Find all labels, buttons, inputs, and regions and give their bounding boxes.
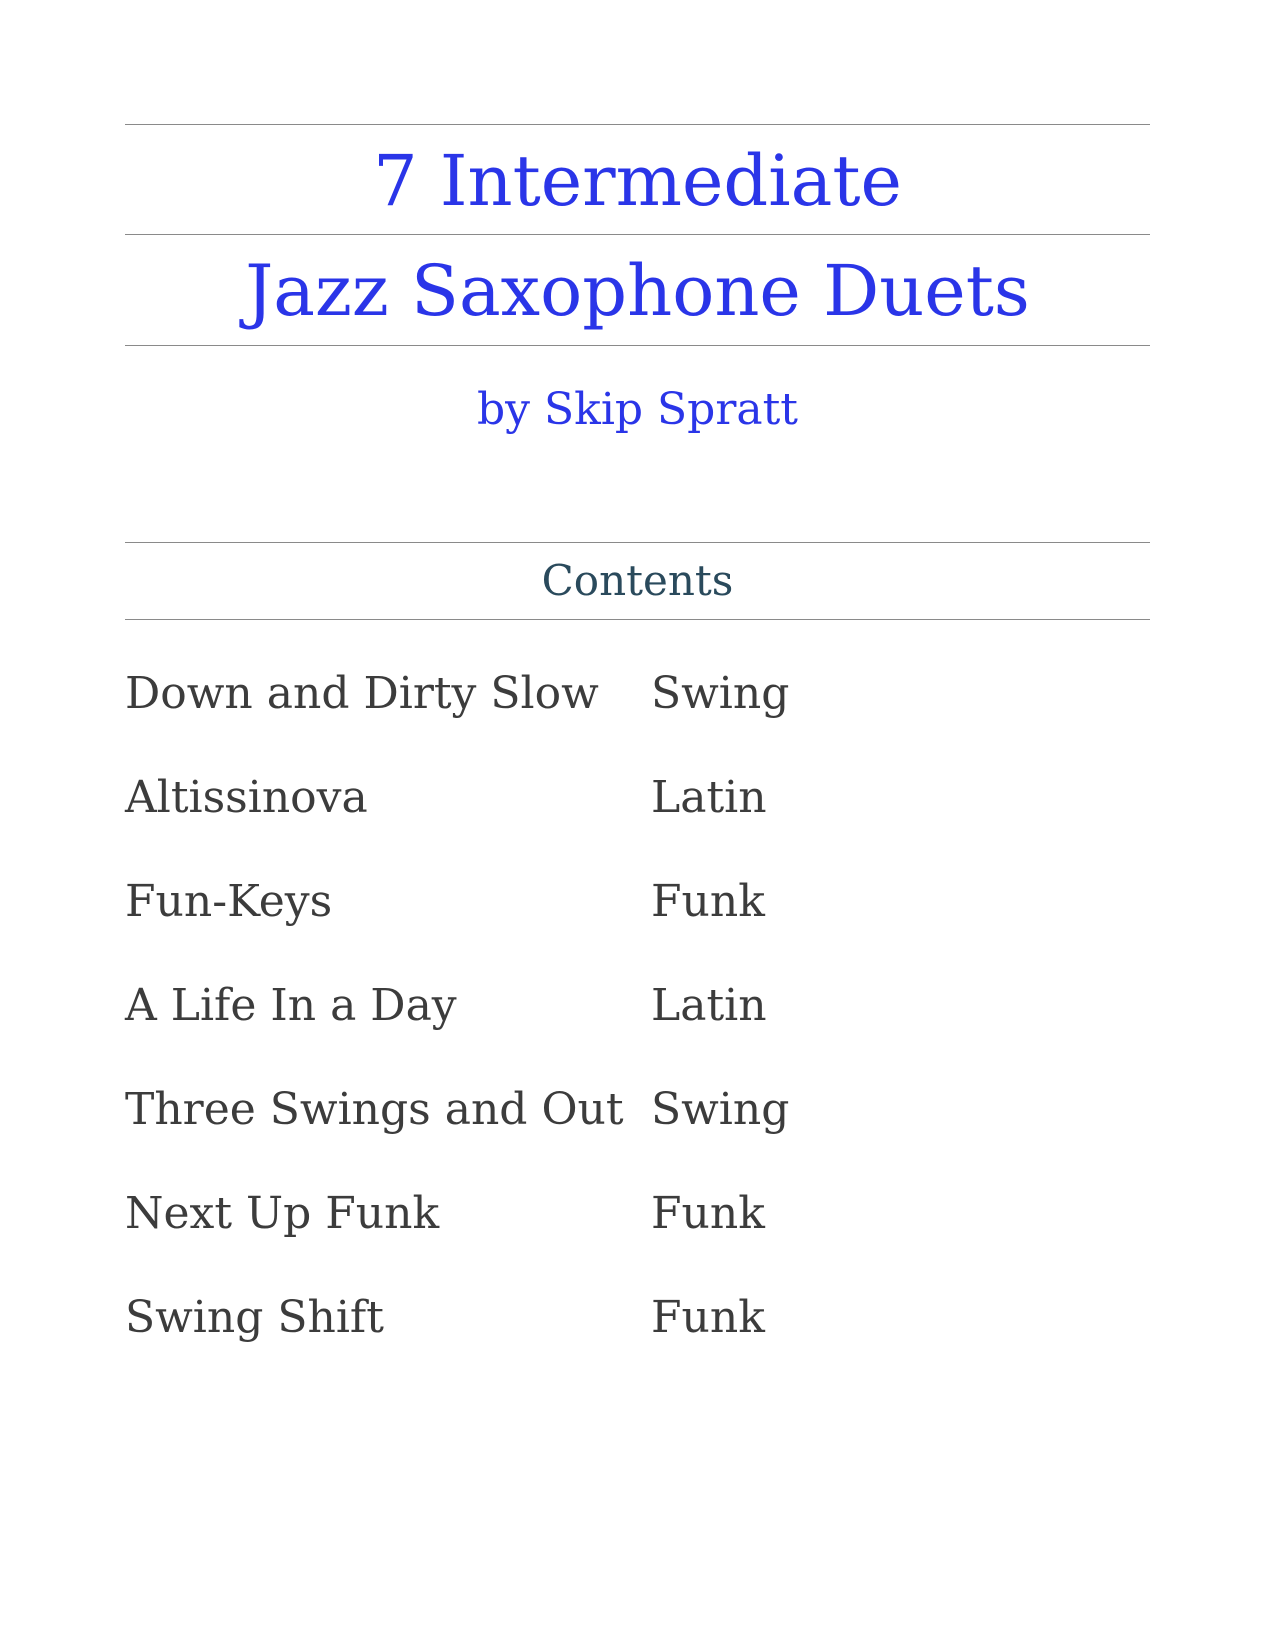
contents-item-style: Funk — [651, 1188, 765, 1239]
contents-item-style: Funk — [651, 1292, 765, 1343]
contents-bottom-rule — [125, 619, 1150, 620]
contents-item-title: A Life In a Day — [125, 980, 457, 1031]
contents-item — [125, 668, 1150, 776]
contents-item-style: Latin — [651, 772, 767, 823]
contents-item-style: Latin — [651, 980, 767, 1031]
title-middle-rule — [125, 234, 1150, 235]
contents-item-title: Altissinova — [125, 772, 368, 823]
contents-item — [125, 980, 1150, 1088]
title-line-1: 7 Intermediate — [373, 140, 902, 222]
contents-heading: Contents — [541, 556, 734, 605]
contents-list — [125, 668, 1150, 1400]
contents-item-style: Funk — [651, 876, 765, 927]
contents-item-title: Next Up Funk — [125, 1188, 440, 1239]
contents-item-title: Down and Dirty Slow — [125, 668, 599, 719]
title-bottom-rule — [125, 345, 1150, 346]
contents-item — [125, 1188, 1150, 1296]
contents-item — [125, 1292, 1150, 1400]
contents-item-style: Swing — [651, 1084, 790, 1135]
contents-top-rule — [125, 542, 1150, 543]
contents-item-title: Swing Shift — [125, 1292, 384, 1343]
contents-item — [125, 772, 1150, 880]
contents-item-style: Swing — [651, 668, 790, 719]
contents-item-title: Fun-Keys — [125, 876, 333, 927]
author-byline: by Skip Spratt — [477, 384, 798, 435]
title-line-2: Jazz Saxophone Duets — [245, 250, 1030, 332]
contents-item — [125, 1084, 1150, 1192]
title-top-rule — [125, 124, 1150, 125]
contents-item-title: Three Swings and Out — [125, 1084, 624, 1135]
contents-item — [125, 876, 1150, 984]
